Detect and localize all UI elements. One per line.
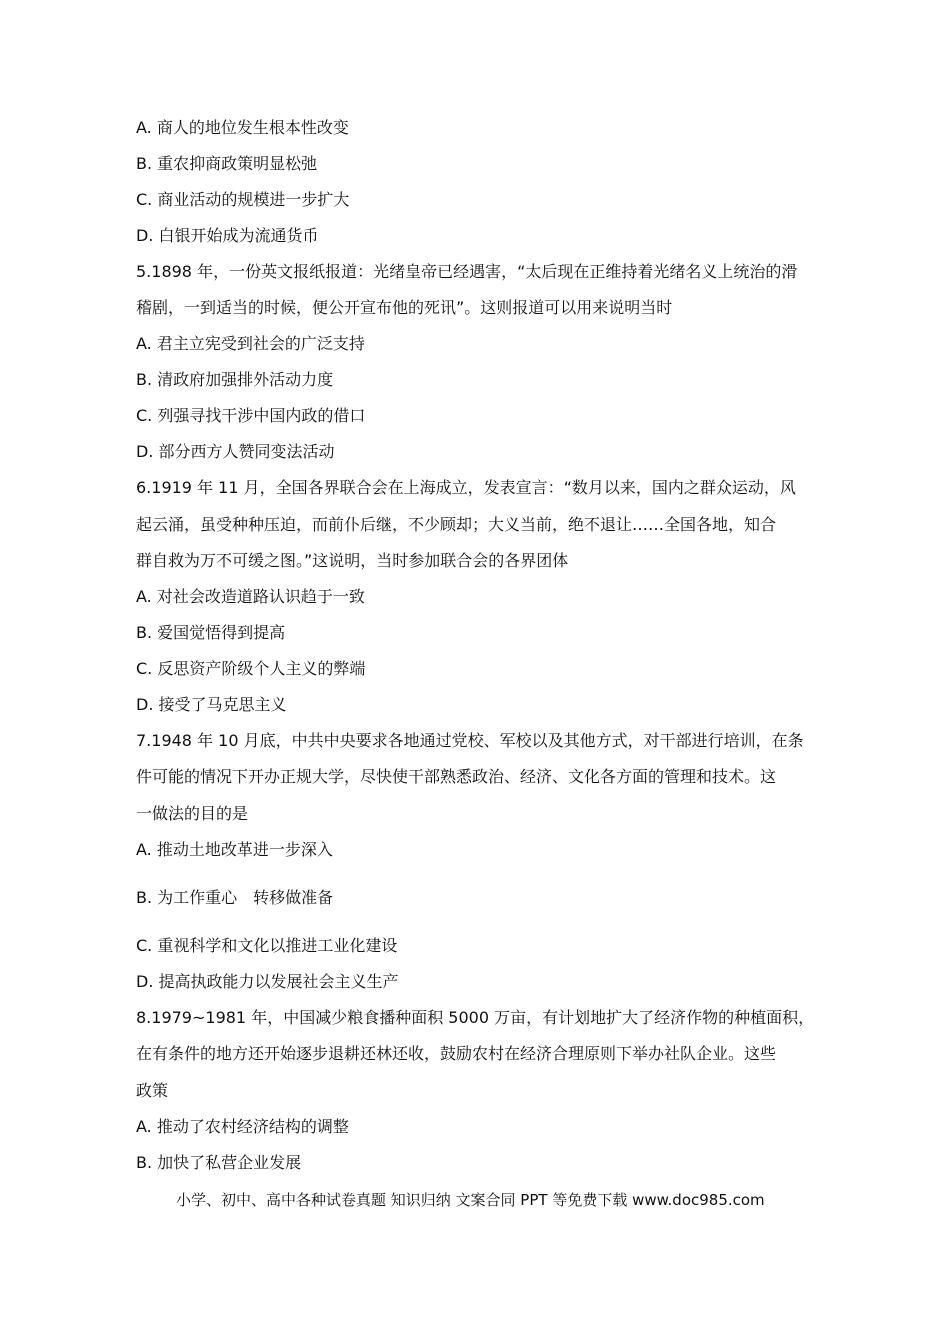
question-8-line-3: 政策 [136, 1081, 169, 1100]
option-4b: B. 重农抑商政策明显松弛 [136, 154, 318, 173]
option-7a: A. 推动土地改革进一步深入 [136, 840, 333, 859]
question-6-line-3: 群自救为万不可缓之图。”这说明，当时参加联合会的各界团体 [136, 551, 569, 570]
question-7-line-1: 7.1948 年 10 月底，中共中央要求各地通过党校、军校以及其他方式，对干部进行培训，在条 [136, 731, 804, 750]
question-8-line-1: 8.1979~1981 年，中国减少粮食播种面积 5000 万亩，有计划地扩大了经济作物的种植面积， [136, 1008, 815, 1027]
option-5a: A. 君主立宪受到社会的广泛支持 [136, 334, 365, 353]
option-7d: D. 提高执政能力以发展社会主义生产 [136, 972, 399, 991]
option-7c: C. 重视科学和文化以推进工业化建设 [136, 936, 398, 955]
question-7-line-2: 件可能的情况下开办正规大学，尽快使干部熟悉政治、经济、文化各方面的管理和技术。这 [136, 767, 777, 786]
page-footer: 小学、初中、高中各种试卷真题 知识归纳 文案合同 PPT 等免费下载 www.doc985.com [176, 1191, 765, 1209]
option-4d: D. 白银开始成为流通货币 [136, 226, 319, 245]
question-5-line-1: 5.1898 年，一份英文报纸报道：光绪皇帝已经遇害，“太后现在正维持着光绪名义上统治的滑 [136, 262, 798, 281]
question-6-line-1: 6.1919 年 11 月，全国各界联合会在上海成立，发表宣言：“数月以来，国内之群众运动，风 [136, 478, 796, 497]
option-6d: D. 接受了马克思主义 [136, 695, 287, 714]
option-4c: C. 商业活动的规模进一步扩大 [136, 190, 350, 209]
option-8b: B. 加快了私营企业发展 [136, 1153, 302, 1172]
option-8a: A. 推动了农村经济结构的调整 [136, 1117, 349, 1136]
option-5c: C. 列强寻找干涉中国内政的借口 [136, 406, 366, 425]
option-6b: B. 爱国觉悟得到提高 [136, 623, 286, 642]
option-5b: B. 清政府加强排外活动力度 [136, 370, 334, 389]
question-5-line-2: 稽剧，一到适当的时候，便公开宣布他的死讯”。这则报道可以用来说明当时 [136, 298, 673, 317]
option-4a: A. 商人的地位发生根本性改变 [136, 118, 349, 137]
option-6a: A. 对社会改造道路认识趋于一致 [136, 587, 365, 606]
option-6c: C. 反思资产阶级个人主义的弊端 [136, 659, 366, 678]
question-8-line-2: 在有条件的地方还开始逐步退耕还林还收，鼓励农村在经济合理原则下举办社队企业。这些 [136, 1044, 777, 1063]
option-7b: B. 为工作重心 转移做准备 [136, 888, 334, 907]
option-5d: D. 部分西方人赞同变法活动 [136, 442, 335, 461]
question-6-line-2: 起云涌，虽受种种压迫，而前仆后继，不少顾却；大义当前，绝不退让……全国各地，知合 [136, 515, 777, 534]
question-7-line-3: 一做法的目的是 [136, 804, 249, 823]
